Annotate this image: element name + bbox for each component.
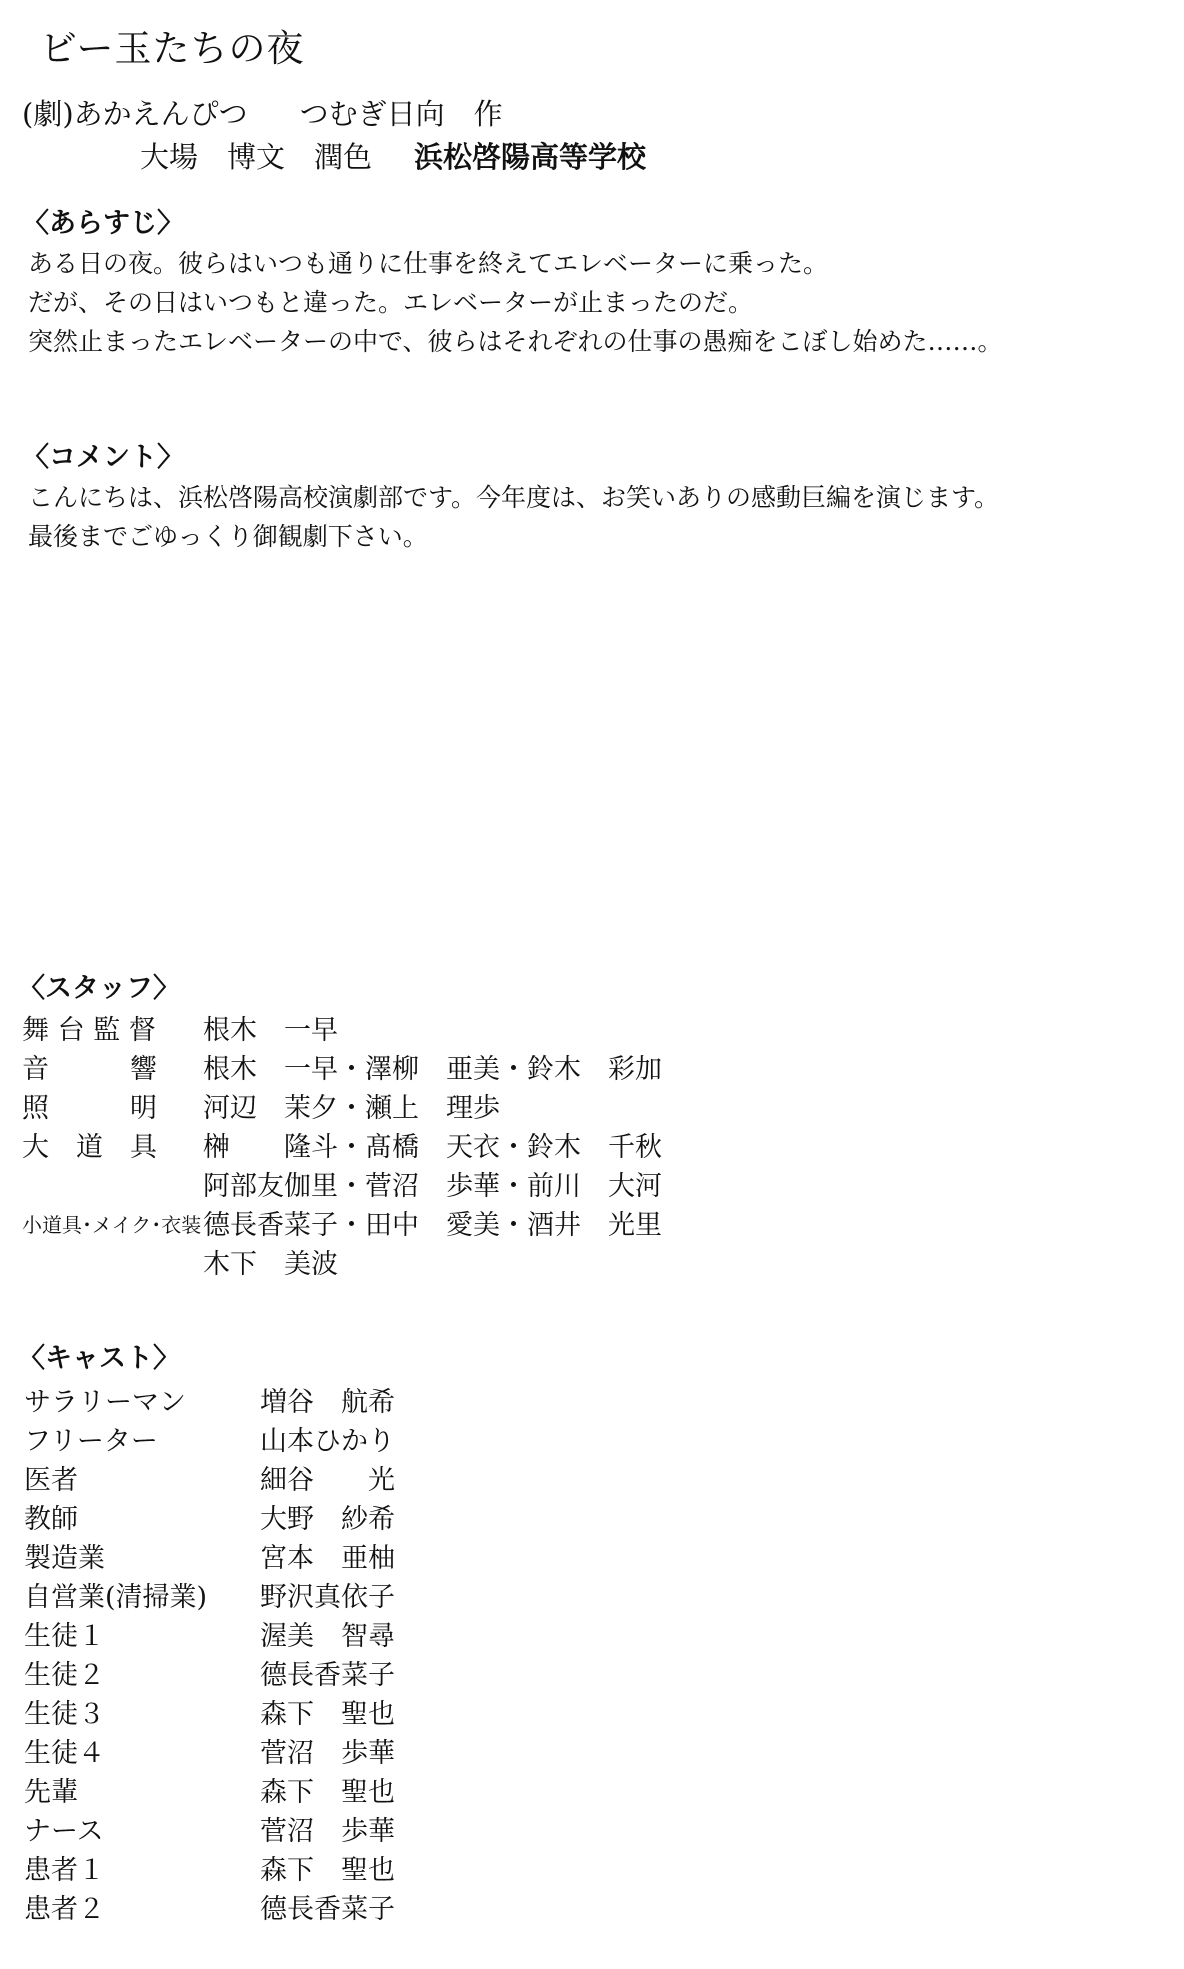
cast-role: 生徒３ — [24, 1699, 105, 1730]
staff-heading: 〈スタッフ〉 — [18, 973, 180, 1004]
cast-name: 德長香菜子 — [260, 1894, 395, 1925]
cast-name: 森下 聖也 — [260, 1699, 395, 1730]
cast-name: 細谷 光 — [260, 1465, 395, 1496]
cast-heading: 〈キャスト〉 — [18, 1343, 180, 1374]
cast-role: 生徒１ — [24, 1621, 105, 1652]
cast-role: 生徒４ — [24, 1738, 105, 1769]
company-name: (劇)あかえんぴつ — [22, 97, 248, 131]
staff-names: 根木 一早・澤柳 亜美・鈴木 彩加 — [203, 1054, 662, 1085]
synopsis-heading: 〈あらすじ〉 — [22, 208, 184, 239]
cast-role: 製造業 — [24, 1543, 105, 1574]
staff-names: 阿部友伽里・菅沼 歩華・前川 大河 — [203, 1171, 662, 1202]
staff-role: 舞 台 監 督 — [22, 1015, 156, 1046]
cast-role: サラリーマン — [24, 1387, 186, 1418]
play-title: ビー玉たちの夜 — [40, 27, 305, 70]
staff-role: 音 響 — [22, 1054, 157, 1085]
cast-name: 大野 紗希 — [260, 1504, 395, 1535]
cast-name: 森下 聖也 — [260, 1855, 395, 1886]
credit-line-2 — [140, 140, 647, 174]
staff-names: 木下 美波 — [203, 1249, 338, 1280]
staff-role: 照 明 — [22, 1093, 157, 1124]
cast-name: 渥美 智尋 — [260, 1621, 395, 1652]
comment-line: こんにちは、浜松啓陽高校演劇部です。今年度は、お笑いありの感動巨編を演じます。 — [28, 483, 1000, 512]
staff-names: 河辺 茉夕・瀬上 理歩 — [203, 1093, 500, 1124]
staff-role: 大 道 具 — [22, 1132, 157, 1163]
cast-role: 教師 — [24, 1504, 78, 1535]
comment-line: 最後までごゆっくり御観劇下さい。 — [28, 522, 428, 551]
cast-role: 医者 — [24, 1465, 78, 1496]
cast-role: 生徒２ — [24, 1660, 105, 1691]
author-credit: つむぎ日向 作 — [299, 97, 503, 131]
school-name: 浜松啓陽高等学校 — [414, 140, 647, 174]
cast-role: フリーター — [24, 1426, 158, 1457]
cast-role: 先輩 — [24, 1777, 78, 1808]
staff-names: 根木 一早 — [203, 1015, 338, 1046]
cast-role: 患者２ — [24, 1894, 105, 1925]
synopsis-line: 突然止まったエレベーターの中で、彼らはそれぞれの仕事の愚痴をこぼし始めた……。 — [28, 327, 1003, 356]
staff-names: 榊 隆斗・髙橋 天衣・鈴木 千秋 — [203, 1132, 662, 1163]
credit-line-1 — [22, 97, 503, 131]
cast-name: 野沢真依子 — [260, 1582, 395, 1613]
staff-role: 小道具･メイク･衣装 — [22, 1213, 202, 1237]
cast-role: 患者１ — [24, 1855, 105, 1886]
comment-heading: 〈コメント〉 — [22, 442, 184, 473]
cast-name: 菅沼 歩華 — [260, 1738, 395, 1769]
synopsis-line: だが、その日はいつもと違った。エレベーターが止まったのだ。 — [28, 288, 754, 317]
synopsis-line: ある日の夜。彼らはいつも通りに仕事を終えてエレベーターに乗った。 — [28, 249, 829, 278]
cast-name: 増谷 航希 — [260, 1387, 395, 1418]
cast-role: 自営業(清掃業) — [24, 1582, 208, 1613]
cast-name: 宮本 亜柚 — [260, 1543, 395, 1574]
cast-role: ナース — [24, 1816, 104, 1847]
editor-credit: 大場 博文 潤色 — [140, 140, 373, 174]
cast-name: 森下 聖也 — [260, 1777, 395, 1808]
cast-name: 菅沼 歩華 — [260, 1816, 395, 1847]
staff-names: 德長香菜子・田中 愛美・酒井 光里 — [203, 1210, 662, 1241]
cast-name: 德長香菜子 — [260, 1660, 395, 1691]
cast-name: 山本ひかり — [260, 1426, 395, 1457]
